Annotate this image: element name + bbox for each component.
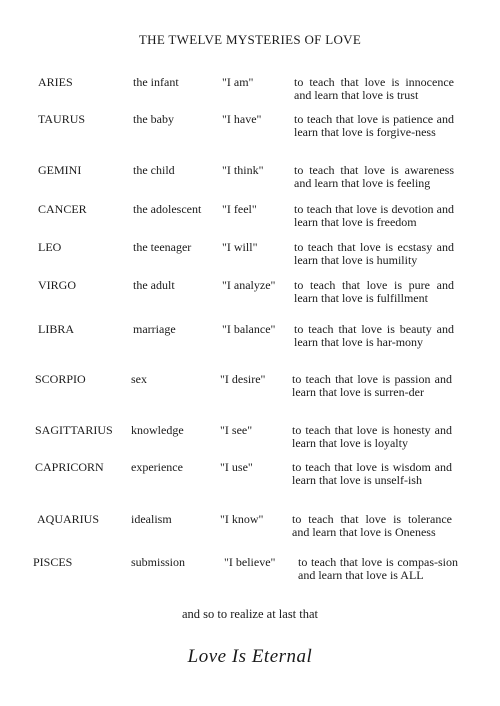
keyphrase: "I analyze" [222,278,276,292]
lesson-text: to teach that love is beauty and learn that love is har-mony [294,322,454,349]
lesson-text: to teach that love is passion and learn that love is surren-der [292,372,452,399]
keyphrase: "I use" [220,460,253,474]
life-stage: submission [131,555,186,569]
life-stage: knowledge [131,423,184,437]
keyphrase: "I desire" [220,372,266,386]
keyphrase: "I balance" [222,322,276,336]
sign-name: ARIES [38,75,73,89]
life-stage: the infant [133,75,179,89]
lesson-text: to teach that love is honesty and learn that love is loyalty [292,423,452,450]
lesson-text: to teach that love is compas-sion and learn that love is ALL [298,555,458,582]
life-stage: marriage [133,322,176,336]
keyphrase: "I know" [220,512,264,526]
keyphrase: "I believe" [224,555,276,569]
lesson-text: to teach that love is awareness and learn that love is feeling [294,163,454,190]
keyphrase: "I will" [222,240,258,254]
sign-name: VIRGO [38,278,76,292]
sign-name: SAGITTARIUS [35,423,113,437]
sign-name: GEMINI [38,163,82,177]
lesson-text: to teach that love is devotion and learn that love is freedom [294,202,454,229]
lesson-text: to teach that love is tolerance and learn that love is Oneness [292,512,452,539]
sign-name: LEO [38,240,62,254]
life-stage: the adolescent [133,202,202,216]
page-title: THE TWELVE MYSTERIES OF LOVE [138,32,362,47]
life-stage: experience [131,460,183,474]
lesson-text: to teach that love is patience and learn that love is forgive-ness [294,112,454,139]
sign-name: LIBRA [38,322,74,336]
keyphrase: "I think" [222,163,264,177]
life-stage: idealism [131,512,172,526]
lesson-text: to teach that love is ecstasy and learn that love is humility [294,240,454,267]
life-stage: the child [133,163,175,177]
sign-name: TAURUS [38,112,86,126]
lesson-text: to teach that love is wisdom and learn that love is unself-ish [292,460,452,487]
sign-name: SCORPIO [35,372,86,386]
lesson-text: to teach that love is innocence and learn that love is trust [294,75,454,102]
life-stage: sex [131,372,147,386]
sign-name: AQUARIUS [37,512,100,526]
closing-line: and so to realize at last that [181,607,319,621]
keyphrase: "I am" [222,75,254,89]
keyphrase: "I feel" [222,202,257,216]
life-stage: the baby [133,112,174,126]
life-stage: the adult [133,278,175,292]
keyphrase: "I see" [220,423,253,437]
sign-name: PISCES [33,555,73,569]
final-heading: Love Is Eternal [187,646,313,667]
sign-name: CAPRICORN [35,460,104,474]
lesson-text: to teach that love is pure and learn that love is fulfillment [294,278,454,305]
keyphrase: "I have" [222,112,262,126]
sign-name: CANCER [38,202,87,216]
life-stage: the teenager [133,240,192,254]
